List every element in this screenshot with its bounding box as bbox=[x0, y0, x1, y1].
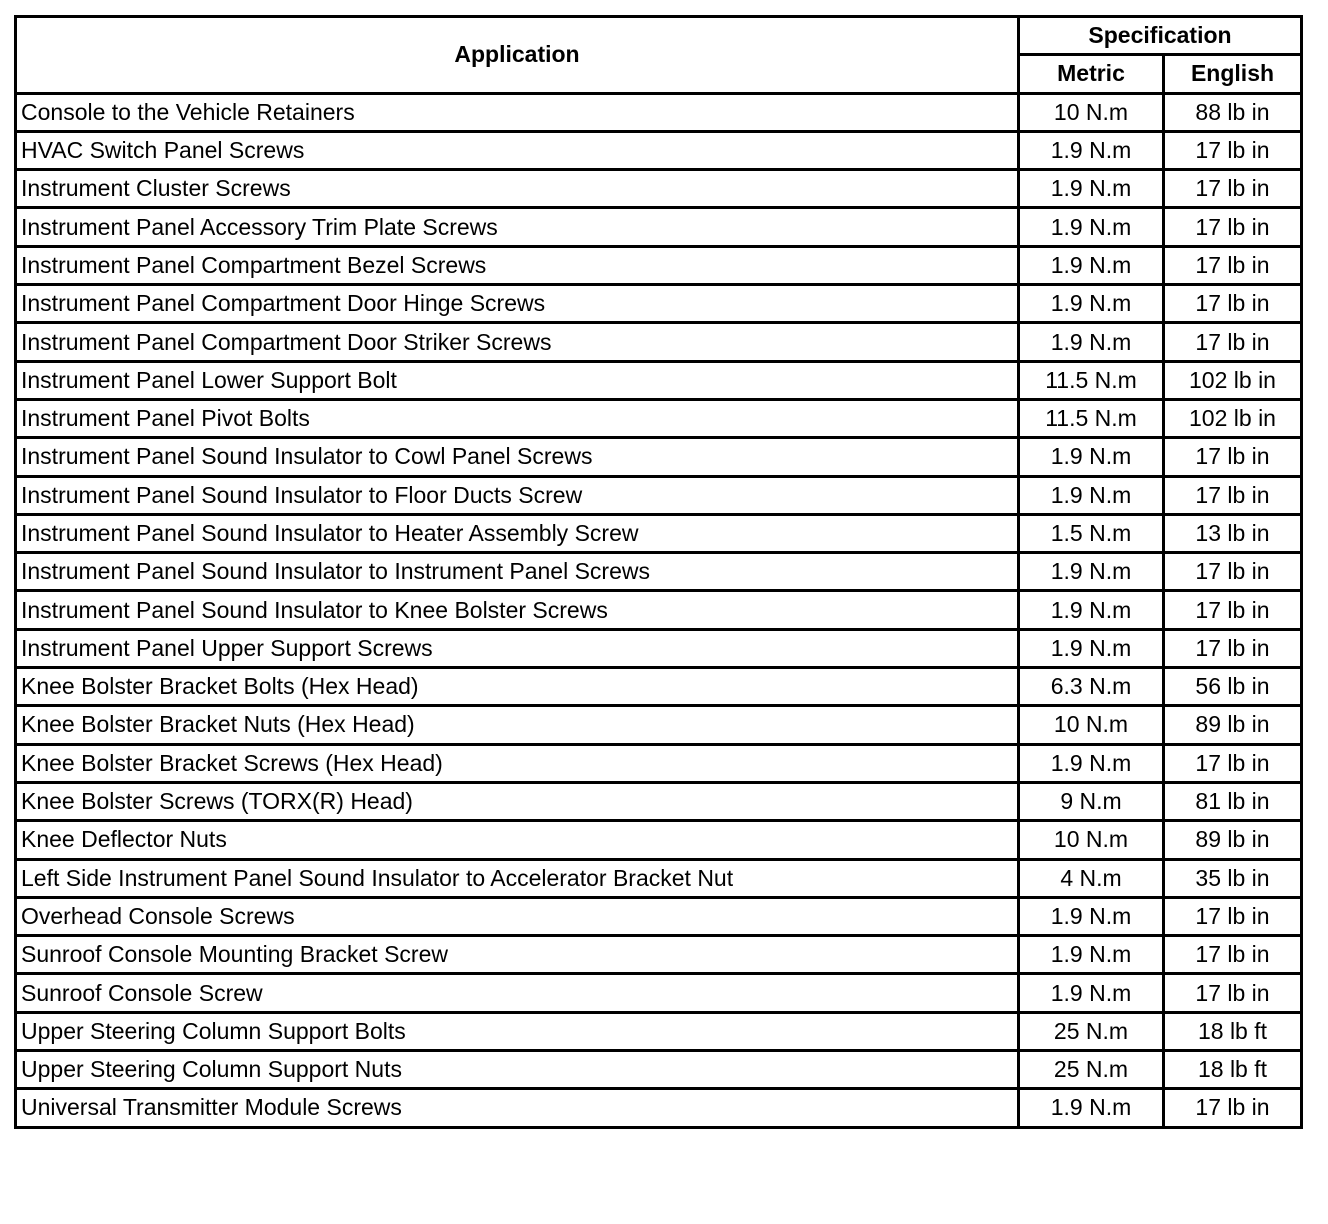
metric-value-cell: 1.9 N.m bbox=[1019, 1089, 1164, 1127]
application-cell: Console to the Vehicle Retainers bbox=[16, 93, 1019, 131]
english-value-cell: 17 lb in bbox=[1164, 246, 1302, 284]
table-row bbox=[16, 744, 1302, 782]
application-cell: Instrument Panel Sound Insulator to Cowl Panel Screws bbox=[16, 438, 1019, 476]
metric-value-cell: 1.9 N.m bbox=[1019, 744, 1164, 782]
metric-value-cell: 1.9 N.m bbox=[1019, 285, 1164, 323]
table-row bbox=[16, 514, 1302, 552]
application-cell: Instrument Panel Accessory Trim Plate Screws bbox=[16, 208, 1019, 246]
metric-value-cell: 25 N.m bbox=[1019, 1012, 1164, 1050]
metric-value-cell: 6.3 N.m bbox=[1019, 668, 1164, 706]
english-value-cell: 17 lb in bbox=[1164, 285, 1302, 323]
metric-value-cell: 11.5 N.m bbox=[1019, 399, 1164, 437]
table-row bbox=[16, 1051, 1302, 1089]
english-value-cell: 88 lb in bbox=[1164, 93, 1302, 131]
application-cell: Instrument Panel Sound Insulator to Knee Bolster Screws bbox=[16, 591, 1019, 629]
english-value-cell: 17 lb in bbox=[1164, 897, 1302, 935]
english-value-cell: 18 lb ft bbox=[1164, 1012, 1302, 1050]
application-cell: Overhead Console Screws bbox=[16, 897, 1019, 935]
application-cell: Knee Bolster Bracket Nuts (Hex Head) bbox=[16, 706, 1019, 744]
metric-value-cell: 10 N.m bbox=[1019, 93, 1164, 131]
table-row bbox=[16, 974, 1302, 1012]
table-row bbox=[16, 170, 1302, 208]
table-row bbox=[16, 782, 1302, 820]
table-row bbox=[16, 553, 1302, 591]
table-row bbox=[16, 629, 1302, 667]
metric-value-cell: 1.9 N.m bbox=[1019, 591, 1164, 629]
metric-value-cell: 1.9 N.m bbox=[1019, 897, 1164, 935]
application-cell: Knee Deflector Nuts bbox=[16, 821, 1019, 859]
table-row bbox=[16, 1089, 1302, 1127]
table-row bbox=[16, 285, 1302, 323]
english-value-cell: 89 lb in bbox=[1164, 706, 1302, 744]
application-cell: Sunroof Console Mounting Bracket Screw bbox=[16, 936, 1019, 974]
metric-value-cell: 9 N.m bbox=[1019, 782, 1164, 820]
table-row bbox=[16, 93, 1302, 131]
metric-value-cell: 1.5 N.m bbox=[1019, 514, 1164, 552]
table-row bbox=[16, 131, 1302, 169]
table-row bbox=[16, 246, 1302, 284]
english-value-cell: 13 lb in bbox=[1164, 514, 1302, 552]
table-body bbox=[16, 93, 1302, 1127]
metric-value-cell: 4 N.m bbox=[1019, 859, 1164, 897]
english-value-cell: 17 lb in bbox=[1164, 744, 1302, 782]
table-row bbox=[16, 438, 1302, 476]
application-cell: HVAC Switch Panel Screws bbox=[16, 131, 1019, 169]
english-value-cell: 17 lb in bbox=[1164, 170, 1302, 208]
english-value-cell: 35 lb in bbox=[1164, 859, 1302, 897]
table-row bbox=[16, 706, 1302, 744]
english-value-cell: 17 lb in bbox=[1164, 629, 1302, 667]
application-cell: Instrument Panel Lower Support Bolt bbox=[16, 361, 1019, 399]
application-cell: Instrument Panel Sound Insulator to Heater Assembly Screw bbox=[16, 514, 1019, 552]
english-value-cell: 17 lb in bbox=[1164, 936, 1302, 974]
metric-value-cell: 1.9 N.m bbox=[1019, 974, 1164, 1012]
application-cell: Upper Steering Column Support Bolts bbox=[16, 1012, 1019, 1050]
english-value-cell: 18 lb ft bbox=[1164, 1051, 1302, 1089]
torque-specification-table bbox=[14, 15, 1303, 1129]
application-cell: Upper Steering Column Support Nuts bbox=[16, 1051, 1019, 1089]
metric-value-cell: 1.9 N.m bbox=[1019, 323, 1164, 361]
english-value-cell: 81 lb in bbox=[1164, 782, 1302, 820]
application-cell: Sunroof Console Screw bbox=[16, 974, 1019, 1012]
table-row bbox=[16, 821, 1302, 859]
metric-value-cell: 25 N.m bbox=[1019, 1051, 1164, 1089]
metric-value-cell: 11.5 N.m bbox=[1019, 361, 1164, 399]
metric-value-cell: 1.9 N.m bbox=[1019, 170, 1164, 208]
english-column-header: English bbox=[1164, 55, 1302, 93]
table-header bbox=[16, 17, 1302, 94]
application-cell: Instrument Cluster Screws bbox=[16, 170, 1019, 208]
metric-value-cell: 10 N.m bbox=[1019, 821, 1164, 859]
english-value-cell: 17 lb in bbox=[1164, 476, 1302, 514]
table-row bbox=[16, 591, 1302, 629]
table-row bbox=[16, 859, 1302, 897]
application-column-header: Application bbox=[16, 17, 1019, 94]
english-value-cell: 17 lb in bbox=[1164, 438, 1302, 476]
english-value-cell: 17 lb in bbox=[1164, 591, 1302, 629]
english-value-cell: 56 lb in bbox=[1164, 668, 1302, 706]
application-cell: Instrument Panel Sound Insulator to Floor Ducts Screw bbox=[16, 476, 1019, 514]
application-cell: Knee Bolster Bracket Screws (Hex Head) bbox=[16, 744, 1019, 782]
metric-value-cell: 1.9 N.m bbox=[1019, 476, 1164, 514]
english-value-cell: 17 lb in bbox=[1164, 131, 1302, 169]
application-cell: Instrument Panel Pivot Bolts bbox=[16, 399, 1019, 437]
application-cell: Universal Transmitter Module Screws bbox=[16, 1089, 1019, 1127]
table-row bbox=[16, 208, 1302, 246]
metric-value-cell: 1.9 N.m bbox=[1019, 246, 1164, 284]
metric-value-cell: 10 N.m bbox=[1019, 706, 1164, 744]
application-cell: Knee Bolster Screws (TORX(R) Head) bbox=[16, 782, 1019, 820]
application-cell: Instrument Panel Compartment Door Hinge Screws bbox=[16, 285, 1019, 323]
application-cell: Instrument Panel Sound Insulator to Instrument Panel Screws bbox=[16, 553, 1019, 591]
english-value-cell: 17 lb in bbox=[1164, 974, 1302, 1012]
header-row-top bbox=[16, 17, 1302, 55]
english-value-cell: 17 lb in bbox=[1164, 1089, 1302, 1127]
table-row bbox=[16, 323, 1302, 361]
application-cell: Knee Bolster Bracket Bolts (Hex Head) bbox=[16, 668, 1019, 706]
english-value-cell: 17 lb in bbox=[1164, 553, 1302, 591]
metric-value-cell: 1.9 N.m bbox=[1019, 553, 1164, 591]
table-row bbox=[16, 1012, 1302, 1050]
english-value-cell: 89 lb in bbox=[1164, 821, 1302, 859]
table-row bbox=[16, 936, 1302, 974]
application-cell: Instrument Panel Compartment Bezel Screws bbox=[16, 246, 1019, 284]
table-row bbox=[16, 399, 1302, 437]
application-cell: Instrument Panel Upper Support Screws bbox=[16, 629, 1019, 667]
english-value-cell: 102 lb in bbox=[1164, 399, 1302, 437]
table-row bbox=[16, 361, 1302, 399]
english-value-cell: 17 lb in bbox=[1164, 323, 1302, 361]
english-value-cell: 102 lb in bbox=[1164, 361, 1302, 399]
metric-value-cell: 1.9 N.m bbox=[1019, 208, 1164, 246]
metric-column-header: Metric bbox=[1019, 55, 1164, 93]
metric-value-cell: 1.9 N.m bbox=[1019, 131, 1164, 169]
application-cell: Instrument Panel Compartment Door Striker Screws bbox=[16, 323, 1019, 361]
specification-column-header: Specification bbox=[1019, 17, 1302, 55]
metric-value-cell: 1.9 N.m bbox=[1019, 936, 1164, 974]
metric-value-cell: 1.9 N.m bbox=[1019, 629, 1164, 667]
table-row bbox=[16, 668, 1302, 706]
metric-value-cell: 1.9 N.m bbox=[1019, 438, 1164, 476]
table-row bbox=[16, 897, 1302, 935]
english-value-cell: 17 lb in bbox=[1164, 208, 1302, 246]
table-row bbox=[16, 476, 1302, 514]
application-cell: Left Side Instrument Panel Sound Insulator to Accelerator Bracket Nut bbox=[16, 859, 1019, 897]
